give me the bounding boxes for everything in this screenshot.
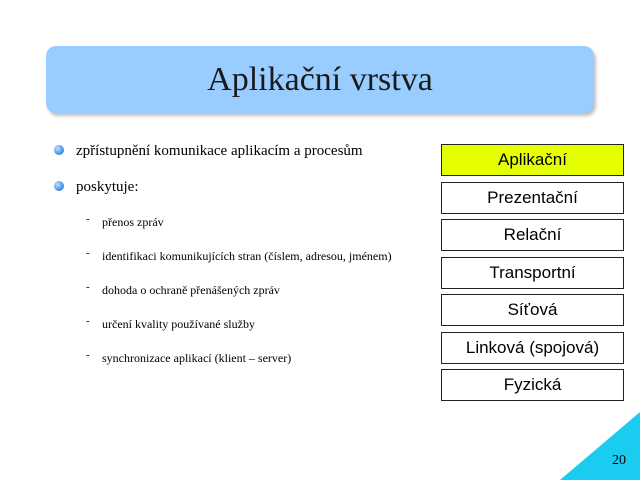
dash-icon: -: [86, 213, 90, 225]
sub-bullet-text: dohoda o ochraně přenášených zpráv: [102, 283, 280, 297]
bullet-text: zpřístupnění komunikace aplikacím a procesům: [76, 143, 363, 159]
sub-bullet-text: synchronizace aplikací (klient – server): [102, 351, 292, 365]
bullet-dot-icon: [54, 145, 64, 155]
bullet-dot-icon: [54, 181, 64, 191]
corner-decoration: [560, 412, 640, 480]
sub-bullet-item: [84, 311, 424, 337]
layer-presentation: Prezentační: [441, 182, 624, 214]
layer-data-link: Linková (spojová): [441, 332, 624, 364]
sub-bullet-item: [84, 277, 424, 303]
sub-bullet-item: [84, 209, 424, 235]
title-banner: [46, 46, 594, 113]
layer-physical: Fyzická: [441, 369, 624, 401]
page-number: 20: [612, 453, 626, 468]
bullet-item: [54, 177, 424, 197]
layer-session: Relační: [441, 219, 624, 251]
sub-bullet-text: přenos zpráv: [102, 215, 164, 229]
layer-application: Aplikační: [441, 144, 624, 176]
dash-icon: -: [86, 315, 90, 327]
dash-icon: -: [86, 349, 90, 361]
slide-title: Aplikační vrstva: [207, 60, 433, 98]
sub-bullet-list: [54, 209, 424, 371]
bullet-text: poskytuje:: [76, 179, 139, 195]
sub-bullet-item: [84, 243, 424, 269]
sub-bullet-text: identifikaci komunikujících stran (číslem, adresou, jménem): [102, 249, 392, 263]
dash-icon: -: [86, 281, 90, 293]
dash-icon: -: [86, 247, 90, 259]
sub-bullet-item: [84, 345, 424, 371]
osi-layer-stack: [441, 144, 624, 407]
sub-bullet-text: určení kvality používané služby: [102, 317, 255, 331]
bullet-list: [54, 141, 424, 379]
layer-transport: Transportní: [441, 257, 624, 289]
layer-network: Síťová: [441, 294, 624, 326]
bullet-item: [54, 141, 424, 161]
